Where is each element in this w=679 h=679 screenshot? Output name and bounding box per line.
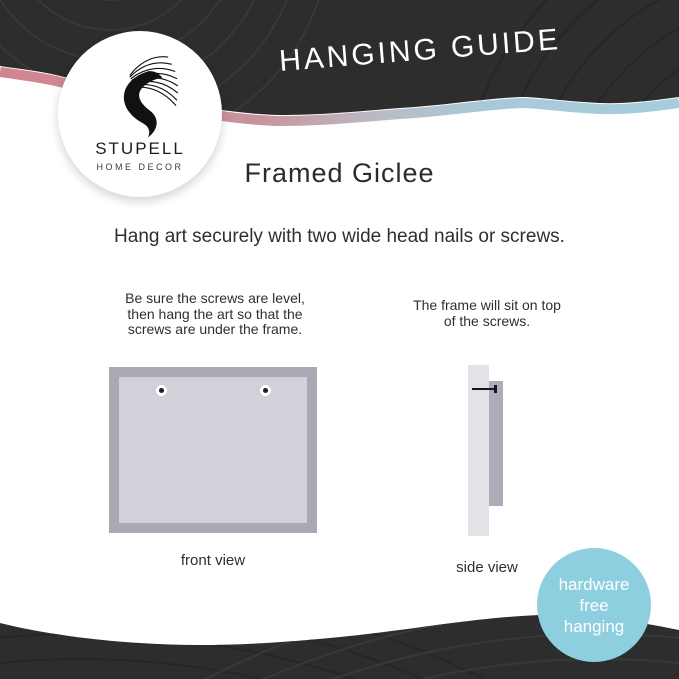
stupell-s-swirl-icon bbox=[99, 41, 181, 141]
nail-head-icon bbox=[494, 385, 497, 393]
screw-icon bbox=[156, 385, 167, 396]
side-view-wall-bar bbox=[468, 365, 489, 536]
front-view-note bbox=[103, 291, 327, 338]
front-view-note-line: screws are under the frame. bbox=[127, 321, 303, 337]
hardware-free-hanging-badge bbox=[537, 548, 651, 662]
front-view-frame-diagram bbox=[109, 367, 317, 533]
brand-tagline: HOME DECOR bbox=[96, 162, 184, 172]
side-view-caption: side view bbox=[456, 559, 518, 576]
screw-icon bbox=[260, 385, 271, 396]
page-title: HANGING GUIDE bbox=[277, 22, 562, 79]
badge-line: hanging bbox=[563, 616, 625, 636]
badge-line: hardware bbox=[558, 574, 630, 594]
stupell-logo-badge bbox=[58, 31, 222, 197]
nail-icon bbox=[472, 388, 495, 390]
side-view-note-line: The frame will sit on top bbox=[413, 297, 561, 313]
side-view-note bbox=[387, 298, 587, 329]
brand-name: STUPELL bbox=[95, 139, 185, 158]
badge-line: free bbox=[579, 595, 609, 615]
instruction-text: Hang art securely with two wide head nails or screws. bbox=[114, 226, 565, 247]
front-view-caption: front view bbox=[180, 552, 246, 569]
front-view-note-line: Be sure the screws are level, bbox=[125, 290, 305, 306]
side-view-note-line: of the screws. bbox=[443, 312, 531, 329]
front-view-note-line: then hang the art so that the bbox=[127, 305, 303, 322]
side-view-frame-bar bbox=[489, 381, 503, 506]
product-type-heading: Framed Giclee bbox=[244, 158, 435, 188]
